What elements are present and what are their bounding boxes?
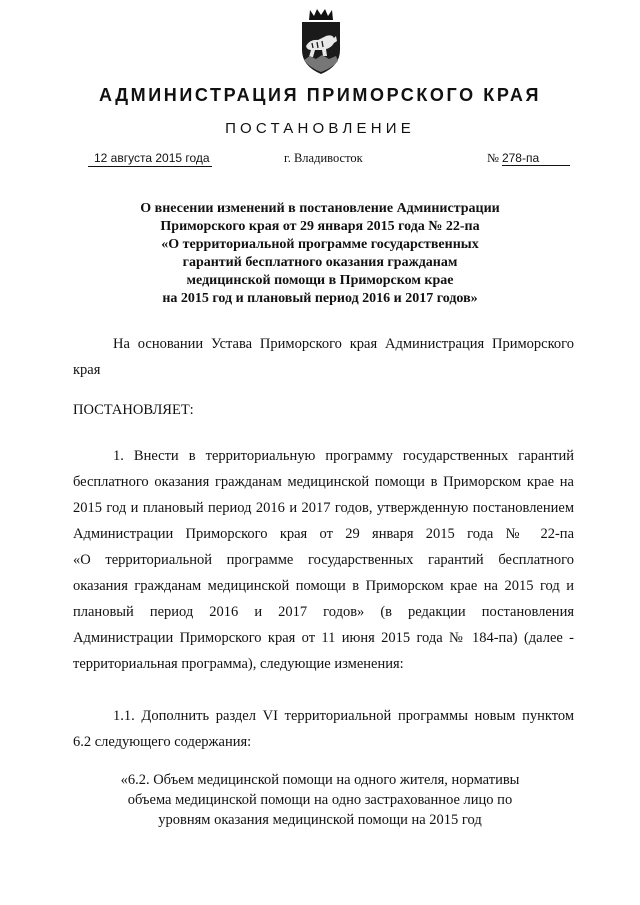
paragraph-line: оказания гражданам медицинской помощи в Приморском крае на 2015 год и [73, 578, 574, 594]
title-line: медицинской помощи в Приморском крае [186, 273, 454, 288]
organization-name: АДМИНИСТРАЦИЯ ПРИМОРСКОГО КРАЯ [98, 85, 542, 105]
paragraph-line: Администрации Приморского края от 29 января 2015 года № 22-па [73, 526, 574, 542]
paragraph-line: 6.2 следующего содержания: [73, 734, 252, 750]
document-date: 12 августа 2015 года [88, 151, 212, 167]
paragraph-line: плановый период 2016 и 2017 годов» (в редакции постановления [73, 604, 574, 620]
paragraph-line: На основании Устава Приморского края Администрация Приморского [113, 336, 574, 352]
quote-line: «6.2. Объем медицинской помощи на одного жителя, нормативы [120, 772, 520, 788]
item-1-paragraph [73, 443, 574, 677]
paragraph-line: 1. Внести в территориальную программу государственных гарантий [113, 448, 574, 464]
document-city: г. Владивосток [284, 151, 363, 165]
paragraph-line: бесплатного оказания гражданам медицинской помощи в Приморском крае на [73, 474, 574, 490]
paragraph-line: «О территориальной программе государственных гарантий бесплатного [73, 552, 574, 568]
quote-line: объема медицинской помощи на одно застрахованное лицо по [127, 792, 513, 808]
paragraph-line: 1.1. Дополнить раздел VI территориальной программы новым пунктом [113, 708, 574, 724]
title-line: Приморского края от 29 января 2015 года № 22-па [160, 219, 480, 234]
title-line: гарантий бесплатного оказания гражданам [182, 255, 458, 270]
paragraph-line: Администрации Приморского края от 11 июня 2015 года № 184-па) (далее - [73, 630, 574, 646]
title-line: на 2015 год и плановый период 2016 и 2017 годов» [162, 291, 478, 306]
title-line: «О территориальной программе государственных [161, 237, 479, 252]
paragraph-line: 2015 год и плановый период 2016 и 2017 годов, утвержденную постановлением [73, 500, 574, 516]
paragraph-line: края [73, 362, 101, 378]
item-1-1-paragraph [73, 703, 574, 755]
number-label: № [487, 151, 499, 165]
title-line: О внесении изменений в постановление Администрации [140, 201, 500, 216]
document-number [487, 151, 570, 166]
number-value: 278-па [502, 151, 570, 166]
basis-paragraph [73, 331, 574, 383]
quoted-section-heading [100, 770, 540, 830]
document-title [100, 200, 540, 308]
primorsky-krai-coat-of-arms-icon [296, 6, 346, 76]
paragraph-line: территориальная программа), следующие изменения: [73, 656, 404, 672]
document-type: ПОСТАНОВЛЕНИЕ [225, 120, 415, 137]
resolves-heading: ПОСТАНОВЛЯЕТ: [73, 402, 194, 418]
quote-line: уровням оказания медицинской помощи на 2015 год [158, 812, 482, 828]
